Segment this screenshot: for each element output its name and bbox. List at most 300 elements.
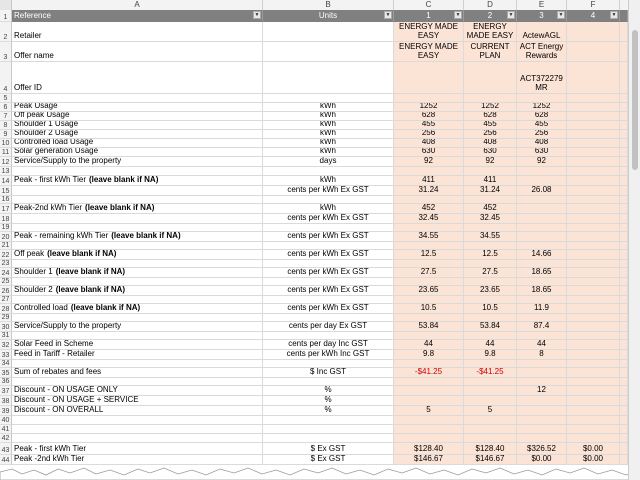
cell-d[interactable] [464, 232, 517, 242]
cell-c[interactable] [394, 296, 464, 304]
cell-c[interactable] [394, 443, 464, 455]
cell-a[interactable] [12, 368, 263, 378]
cell-f[interactable] [567, 322, 620, 332]
cell-e[interactable] [517, 167, 567, 176]
row-number[interactable]: 6 [0, 103, 12, 112]
cell-d[interactable] [464, 425, 517, 434]
cell-e[interactable] [517, 386, 567, 396]
cell-d[interactable] [464, 167, 517, 176]
cell-c[interactable] [394, 396, 464, 406]
cell-a[interactable] [12, 94, 263, 103]
cell-g[interactable] [620, 386, 628, 396]
cell-d[interactable] [464, 443, 517, 455]
cell-d[interactable] [464, 322, 517, 332]
cell-c[interactable] [394, 157, 464, 167]
cell-g[interactable] [620, 232, 628, 242]
cell-c[interactable] [394, 455, 464, 465]
cell-f[interactable] [567, 350, 620, 360]
cell-f[interactable] [567, 455, 620, 465]
cell-f[interactable] [567, 250, 620, 260]
cell-f[interactable] [567, 130, 620, 139]
cell-f[interactable] [567, 278, 620, 286]
row-number[interactable]: 17 [0, 204, 12, 214]
cell-b[interactable] [263, 296, 394, 304]
cell-e[interactable] [517, 268, 567, 278]
vertical-scrollbar[interactable] [628, 0, 640, 480]
cell-b[interactable] [263, 139, 394, 148]
cell-f[interactable] [567, 176, 620, 186]
cell-a[interactable] [12, 425, 263, 434]
row-number[interactable]: 8 [0, 121, 12, 130]
cell-c[interactable] [394, 278, 464, 286]
cell-b[interactable] [263, 304, 394, 314]
cell-a[interactable] [12, 378, 263, 386]
cell-c[interactable] [394, 260, 464, 268]
row-number[interactable]: 27 [0, 296, 12, 304]
cell-d[interactable] [464, 296, 517, 304]
cell-c[interactable] [394, 242, 464, 250]
cell-g[interactable] [620, 250, 628, 260]
cell-f[interactable] [567, 425, 620, 434]
cell-c[interactable] [394, 340, 464, 350]
cell-c[interactable] [394, 250, 464, 260]
cell-b[interactable] [263, 386, 394, 396]
cell-g[interactable] [620, 196, 628, 204]
cell-b[interactable] [263, 286, 394, 296]
cell-g[interactable] [620, 314, 628, 322]
cell-d[interactable] [464, 214, 517, 224]
cell-a[interactable] [12, 242, 263, 250]
cell-f[interactable] [567, 121, 620, 130]
cell-f[interactable] [567, 22, 620, 42]
cell-c[interactable] [394, 196, 464, 204]
cell-f[interactable] [567, 386, 620, 396]
cell-f[interactable] [567, 396, 620, 406]
cell-b[interactable] [263, 204, 394, 214]
cell-g[interactable] [620, 268, 628, 278]
filter-dropdown-icon[interactable]: ▼ [254, 12, 260, 18]
cell-a[interactable] [12, 314, 263, 322]
cell-d[interactable] [464, 378, 517, 386]
cell-g[interactable] [620, 103, 628, 112]
cell-f[interactable] [567, 157, 620, 167]
row-number[interactable]: 22 [0, 250, 12, 260]
cell-b[interactable] [263, 360, 394, 368]
cell-g[interactable] [620, 167, 628, 176]
cell-b[interactable] [263, 130, 394, 139]
row-number[interactable]: 9 [0, 130, 12, 139]
cell-a[interactable] [12, 278, 263, 286]
cell-c[interactable] [394, 121, 464, 130]
cell-f[interactable] [567, 139, 620, 148]
row-number[interactable]: 2 [0, 22, 12, 42]
cell-a[interactable] [12, 62, 263, 94]
cell-b[interactable] [263, 42, 394, 62]
cell-a[interactable] [12, 121, 263, 130]
cell-b[interactable] [263, 94, 394, 103]
cell-c[interactable] [394, 112, 464, 121]
cell-d[interactable] [464, 396, 517, 406]
cell-b[interactable] [263, 250, 394, 260]
cell-d[interactable] [464, 268, 517, 278]
cell-g[interactable] [620, 112, 628, 121]
cell-a[interactable] [12, 167, 263, 176]
row-number[interactable]: 14 [0, 176, 12, 186]
row-number[interactable]: 23 [0, 260, 12, 268]
cell-c[interactable] [394, 139, 464, 148]
column-header-e[interactable]: E [517, 0, 567, 10]
row-number[interactable]: 33 [0, 350, 12, 360]
cell-b[interactable] [263, 406, 394, 416]
cell-e[interactable] [517, 224, 567, 232]
cell-b[interactable] [263, 425, 394, 434]
cell-b[interactable] [263, 260, 394, 268]
cell-g[interactable] [620, 322, 628, 332]
row-number[interactable]: 20 [0, 232, 12, 242]
column-header-b[interactable]: B [263, 0, 394, 10]
cell-g[interactable] [620, 350, 628, 360]
cell-a[interactable] [12, 148, 263, 157]
cell-d[interactable] [464, 186, 517, 196]
cell-f[interactable] [567, 434, 620, 443]
row-number[interactable]: 10 [0, 139, 12, 148]
row-number[interactable]: 16 [0, 196, 12, 204]
cell-e[interactable] [517, 314, 567, 322]
cell-b[interactable] [263, 214, 394, 224]
cell-e[interactable] [517, 416, 567, 425]
cell-e[interactable] [517, 332, 567, 340]
cell-a[interactable] [12, 416, 263, 425]
offer-1-header-cell[interactable] [394, 10, 464, 22]
cell-a[interactable] [12, 360, 263, 368]
cell-a[interactable] [12, 204, 263, 214]
cell-a[interactable] [12, 434, 263, 443]
cell-g[interactable] [620, 224, 628, 232]
cell-f[interactable] [567, 112, 620, 121]
cell-f[interactable] [567, 268, 620, 278]
cell-c[interactable] [394, 268, 464, 278]
cell-f[interactable] [567, 360, 620, 368]
cell-a[interactable] [12, 112, 263, 121]
cell-c[interactable] [394, 232, 464, 242]
cell-d[interactable] [464, 112, 517, 121]
cell-g[interactable] [620, 396, 628, 406]
cell-c[interactable] [394, 176, 464, 186]
cell-f[interactable] [567, 103, 620, 112]
cell-g[interactable] [620, 296, 628, 304]
cell-d[interactable] [464, 434, 517, 443]
cell-e[interactable] [517, 350, 567, 360]
cell-d[interactable] [464, 148, 517, 157]
cell-d[interactable] [464, 103, 517, 112]
cell-a[interactable] [12, 286, 263, 296]
cell-c[interactable] [394, 360, 464, 368]
cell-b[interactable] [263, 224, 394, 232]
cell-e[interactable] [517, 455, 567, 465]
cell-e[interactable] [517, 368, 567, 378]
cell-e[interactable] [517, 278, 567, 286]
cell-a[interactable] [12, 139, 263, 148]
row-number[interactable]: 26 [0, 286, 12, 296]
cell-e[interactable] [517, 157, 567, 167]
cell-d[interactable] [464, 416, 517, 425]
cell-e[interactable] [517, 232, 567, 242]
cell-d[interactable] [464, 130, 517, 139]
row-number[interactable]: 18 [0, 214, 12, 224]
cell-g[interactable] [620, 260, 628, 268]
row-number[interactable]: 30 [0, 322, 12, 332]
row-number[interactable]: 32 [0, 340, 12, 350]
cell-c[interactable] [394, 434, 464, 443]
cell-a[interactable] [12, 260, 263, 268]
offer-3-header-cell[interactable] [517, 10, 567, 22]
cell-f[interactable] [567, 286, 620, 296]
cell-c[interactable] [394, 204, 464, 214]
cell-b[interactable] [263, 332, 394, 340]
cell-a[interactable] [12, 196, 263, 204]
cell-e[interactable] [517, 260, 567, 268]
cell-a[interactable] [12, 232, 263, 242]
offer-4-header-cell[interactable] [567, 10, 620, 22]
cell-f[interactable] [567, 224, 620, 232]
cell-f[interactable] [567, 196, 620, 204]
cell-b[interactable] [263, 396, 394, 406]
cell-a[interactable] [12, 186, 263, 196]
cell-b[interactable] [263, 434, 394, 443]
cell-a[interactable] [12, 396, 263, 406]
cell-a[interactable] [12, 250, 263, 260]
cell-g[interactable] [620, 286, 628, 296]
column-header-c[interactable]: C [394, 0, 464, 10]
cell-c[interactable] [394, 406, 464, 416]
cell-e[interactable] [517, 196, 567, 204]
cell-a[interactable] [12, 176, 263, 186]
cell-c[interactable] [394, 148, 464, 157]
row-number[interactable]: 42 [0, 434, 12, 443]
cell-d[interactable] [464, 176, 517, 186]
cell-b[interactable] [263, 148, 394, 157]
cell-d[interactable] [464, 224, 517, 232]
cell-d[interactable] [464, 139, 517, 148]
cell-d[interactable] [464, 340, 517, 350]
cell-d[interactable] [464, 360, 517, 368]
cell-b[interactable] [263, 232, 394, 242]
filter-dropdown-icon[interactable]: ▼ [455, 12, 461, 18]
cell-b[interactable] [263, 112, 394, 121]
cell-d[interactable] [464, 332, 517, 340]
scrollbar-thumb[interactable] [632, 30, 638, 170]
column-header-d[interactable]: D [464, 0, 517, 10]
cell-g[interactable] [620, 94, 628, 103]
cell-f[interactable] [567, 94, 620, 103]
cell-f[interactable] [567, 378, 620, 386]
cell-e[interactable] [517, 322, 567, 332]
cell-f[interactable] [567, 406, 620, 416]
row-number[interactable]: 11 [0, 148, 12, 157]
cell-e[interactable] [517, 286, 567, 296]
cell-d[interactable] [464, 286, 517, 296]
cell-e[interactable] [517, 360, 567, 368]
cell-d[interactable] [464, 386, 517, 396]
cell-d[interactable] [464, 157, 517, 167]
cell-b[interactable] [263, 350, 394, 360]
row-number[interactable]: 35 [0, 368, 12, 378]
cell-d[interactable] [464, 250, 517, 260]
row-number[interactable]: 44 [0, 455, 12, 465]
offer-2-header-cell[interactable] [464, 10, 517, 22]
cell-b[interactable] [263, 455, 394, 465]
cell-c[interactable] [394, 214, 464, 224]
cell-f[interactable] [567, 186, 620, 196]
cell-e[interactable] [517, 340, 567, 350]
row-number[interactable]: 39 [0, 406, 12, 416]
row-number[interactable]: 38 [0, 396, 12, 406]
cell-g[interactable] [620, 455, 628, 465]
cell-g[interactable] [620, 62, 628, 94]
cell-b[interactable] [263, 416, 394, 425]
cell-d[interactable] [464, 196, 517, 204]
row-number[interactable]: 28 [0, 304, 12, 314]
cell-a[interactable] [12, 340, 263, 350]
cell-b[interactable] [263, 186, 394, 196]
cell-b[interactable] [263, 378, 394, 386]
cell-g[interactable] [620, 368, 628, 378]
cell-c[interactable] [394, 416, 464, 425]
cell-a[interactable] [12, 455, 263, 465]
cell-g[interactable] [620, 157, 628, 167]
cell-c[interactable] [394, 314, 464, 322]
cell-g[interactable] [620, 186, 628, 196]
cell-b[interactable] [263, 157, 394, 167]
cell-e[interactable] [517, 148, 567, 157]
cell-d[interactable] [464, 278, 517, 286]
cell-g[interactable] [620, 148, 628, 157]
cell-g[interactable] [620, 443, 628, 455]
row-number[interactable]: 13 [0, 167, 12, 176]
cell-d[interactable] [464, 204, 517, 214]
cell-a[interactable] [12, 296, 263, 304]
cell-f[interactable] [567, 416, 620, 425]
cell-a[interactable] [12, 332, 263, 340]
cell-g[interactable] [620, 378, 628, 386]
row-number[interactable]: 31 [0, 332, 12, 340]
cell-e[interactable] [517, 42, 567, 62]
row-number[interactable]: 40 [0, 416, 12, 425]
row-number[interactable]: 4 [0, 62, 12, 94]
cell-e[interactable] [517, 139, 567, 148]
cell-d[interactable] [464, 22, 517, 42]
cell-b[interactable] [263, 242, 394, 250]
cell-a[interactable] [12, 42, 263, 62]
cell-g[interactable] [620, 130, 628, 139]
cell-e[interactable] [517, 425, 567, 434]
cell-e[interactable] [517, 434, 567, 443]
cell-c[interactable] [394, 332, 464, 340]
cell-b[interactable] [263, 322, 394, 332]
cell-f[interactable] [567, 332, 620, 340]
cell-b[interactable] [263, 368, 394, 378]
cell-c[interactable] [394, 286, 464, 296]
cell-f[interactable] [567, 62, 620, 94]
cell-g[interactable] [620, 139, 628, 148]
filter-dropdown-icon[interactable]: ▼ [385, 12, 391, 18]
cell-a[interactable] [12, 157, 263, 167]
cell-b[interactable] [263, 121, 394, 130]
cell-f[interactable] [567, 232, 620, 242]
cell-g[interactable] [620, 340, 628, 350]
cell-g[interactable] [620, 406, 628, 416]
cell-e[interactable] [517, 443, 567, 455]
cell-b[interactable] [263, 443, 394, 455]
cell-c[interactable] [394, 130, 464, 139]
overflow-cell[interactable] [620, 10, 628, 22]
cell-a[interactable] [12, 130, 263, 139]
cell-c[interactable] [394, 224, 464, 232]
row-number[interactable]: 3 [0, 42, 12, 62]
row-number[interactable]: 21 [0, 242, 12, 250]
row-number[interactable]: 1 [0, 10, 12, 22]
cell-b[interactable] [263, 278, 394, 286]
cell-f[interactable] [567, 314, 620, 322]
cell-a[interactable] [12, 103, 263, 112]
row-number[interactable]: 7 [0, 112, 12, 121]
cell-b[interactable] [263, 62, 394, 94]
cell-g[interactable] [620, 434, 628, 443]
cell-f[interactable] [567, 214, 620, 224]
cell-a[interactable] [12, 224, 263, 232]
cell-a[interactable] [12, 322, 263, 332]
units-header-cell[interactable] [263, 10, 394, 22]
row-number[interactable]: 24 [0, 268, 12, 278]
cell-f[interactable] [567, 167, 620, 176]
cell-a[interactable] [12, 443, 263, 455]
cell-a[interactable] [12, 350, 263, 360]
cell-g[interactable] [620, 42, 628, 62]
cell-g[interactable] [620, 278, 628, 286]
row-number[interactable]: 12 [0, 157, 12, 167]
cell-d[interactable] [464, 368, 517, 378]
cell-d[interactable] [464, 406, 517, 416]
cell-c[interactable] [394, 94, 464, 103]
cell-f[interactable] [567, 42, 620, 62]
cell-c[interactable] [394, 103, 464, 112]
cell-g[interactable] [620, 204, 628, 214]
cell-g[interactable] [620, 304, 628, 314]
cell-e[interactable] [517, 112, 567, 121]
cell-c[interactable] [394, 186, 464, 196]
row-number[interactable]: 37 [0, 386, 12, 396]
cell-g[interactable] [620, 332, 628, 340]
cell-g[interactable] [620, 360, 628, 368]
cell-d[interactable] [464, 304, 517, 314]
cell-a[interactable] [12, 22, 263, 42]
cell-g[interactable] [620, 176, 628, 186]
cell-b[interactable] [263, 314, 394, 322]
cell-e[interactable] [517, 242, 567, 250]
cell-f[interactable] [567, 368, 620, 378]
cell-c[interactable] [394, 42, 464, 62]
cell-b[interactable] [263, 268, 394, 278]
cell-g[interactable] [620, 22, 628, 42]
cell-f[interactable] [567, 443, 620, 455]
cell-a[interactable] [12, 304, 263, 314]
cell-d[interactable] [464, 62, 517, 94]
cell-e[interactable] [517, 121, 567, 130]
cell-c[interactable] [394, 350, 464, 360]
row-number[interactable]: 19 [0, 224, 12, 232]
cell-g[interactable] [620, 425, 628, 434]
cell-e[interactable] [517, 186, 567, 196]
